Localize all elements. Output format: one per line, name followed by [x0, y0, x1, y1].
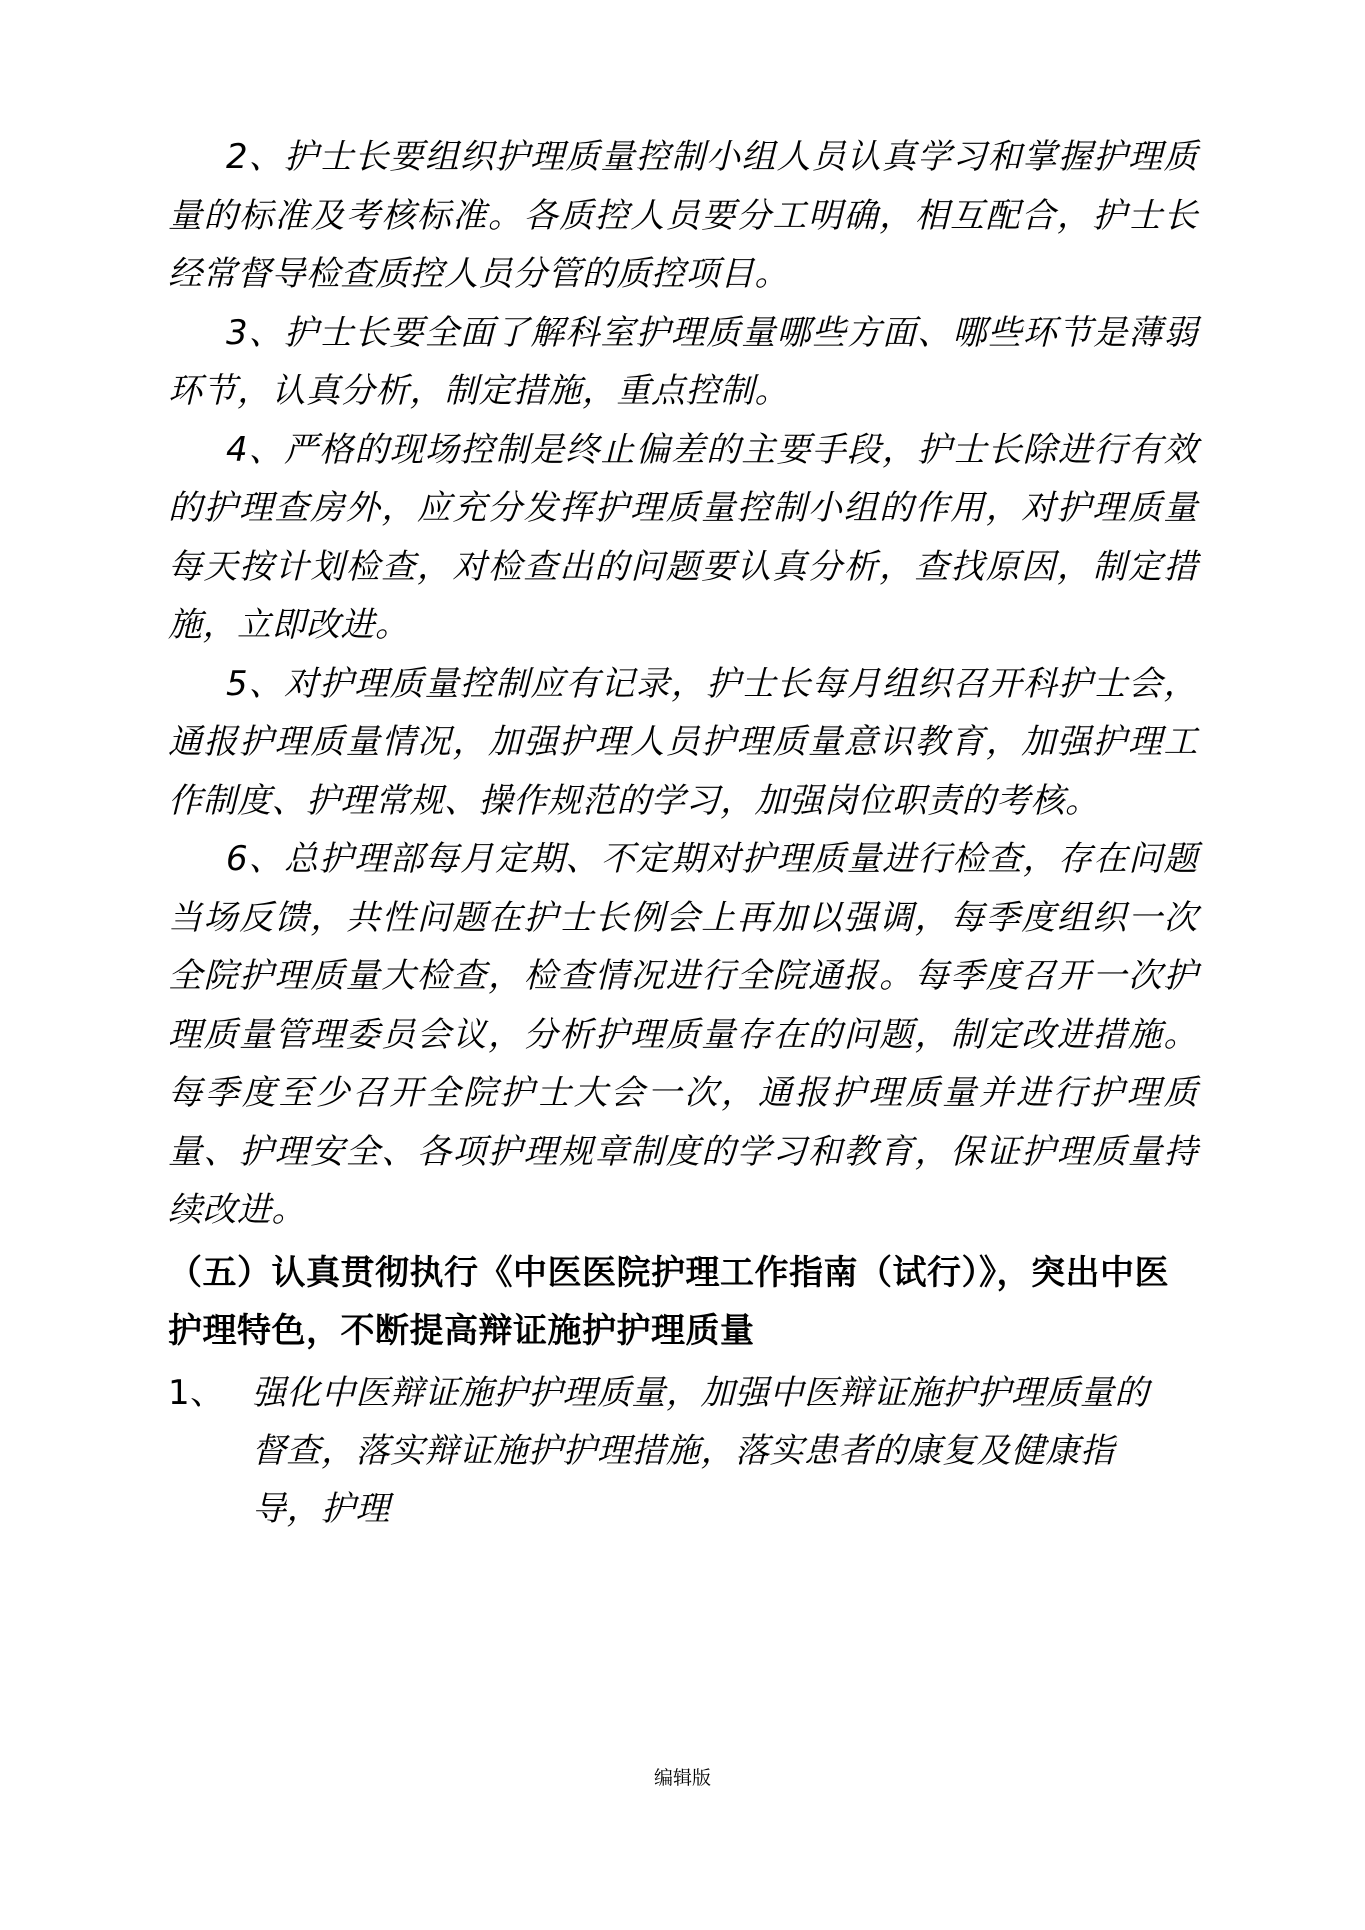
list-item [168, 1360, 1198, 1538]
paragraph-item-4: 4、严格的现场控制是终止偏差的主要手段，护士长除进行有效的护理查房外，应充分发挥护理质量控制小组的作用，对护理质量每天按计划检查，对检查出的问题要认真分析，查找原因，制定措施，立即改进。 [168, 429, 1198, 645]
paragraph-item-2: 2、护士长要组织护理质量控制小组人员认真学习和掌握护理质量的标准及考核标准。各质控人员要分工明确，相互配合，护士长经常督导检查质控人员分管的质控项目。 [168, 137, 1198, 294]
list-item-text: 强化中医辩证施护护理质量，加强中医辩证施护护理质量的督查，落实辩证施护护理措施，落实患者的康复及健康指导，护理 [252, 1372, 1149, 1529]
paragraph-item-5: 5、对护理质量控制应有记录，护士长每月组织召开科护士会，通报护理质量情况，加强护理人员护理质量意识教育，加强护理工作制度、护理常规、操作规范的学习，加强岗位职责的考核。 [168, 663, 1198, 821]
document-body [168, 128, 1198, 1538]
paragraph-item-6: 6、总护理部每月定期、不定期对护理质量进行检查，存在问题当场反馈，共性问题在护士长例会上再加以强调，每季度组织一次全院护理质量大检查，检查情况进行全院通报。每季度召开一次护理质量管理委员会议，分析护理质量存在的问题，制定改进措施。每季度至少召开全院护士大会一次，通报护理质量并进行护理质量、护理安全、各项护理规章制度的学习和教育，保证护理质量持续改进。 [168, 839, 1198, 1230]
page-footer: 编辑版 [653, 1767, 711, 1789]
paragraph-item-3: 3、护士长要全面了解科室护理质量哪些方面、哪些环节是薄弱环节，认真分析，制定措施，重点控制。 [168, 312, 1198, 411]
section-heading: （五）认真贯彻执行《中医医院护理工作指南（试行）》，突出中医护理特色，不断提高辩证施护护理质量 [168, 1252, 1169, 1351]
list-item-number: 1、 [168, 1372, 225, 1413]
